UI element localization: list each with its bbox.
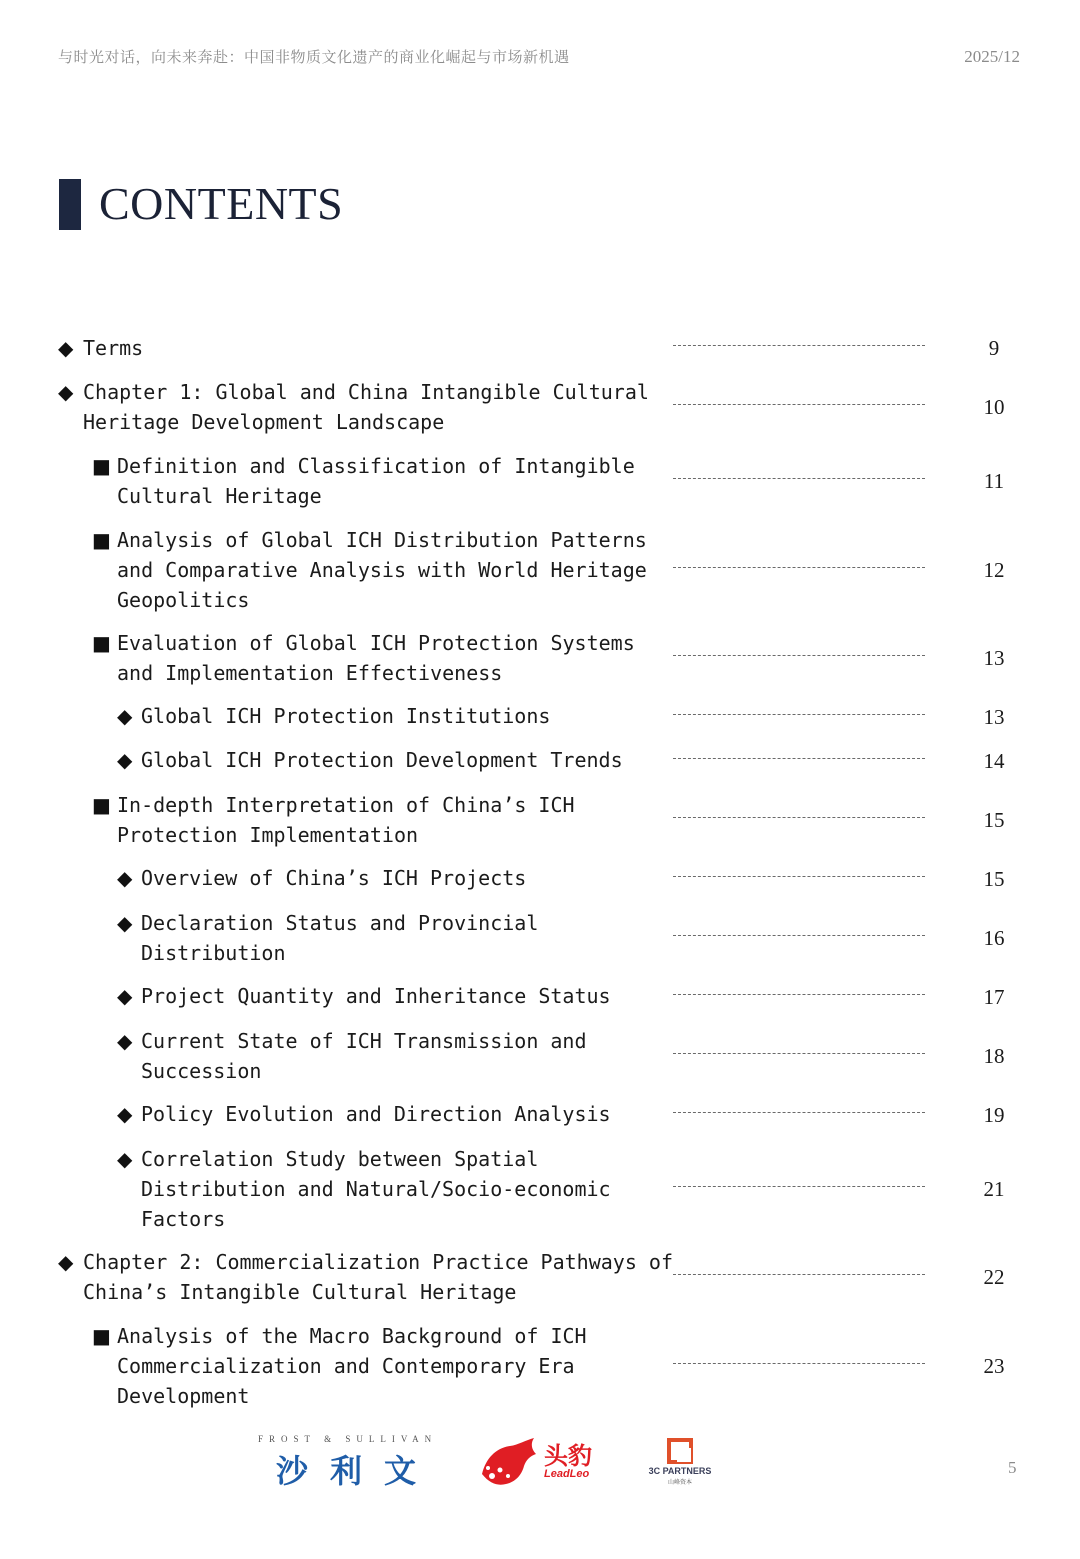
leadleo-logo-cn: 头豹 xyxy=(544,1442,592,1470)
toc-entry-title[interactable]: Declaration Status and Provincial Distribution xyxy=(141,911,539,965)
diamond-bullet-icon: ◆ xyxy=(117,866,133,890)
diamond-bullet-icon: ◆ xyxy=(117,748,133,772)
toc-leader-line xyxy=(673,1112,925,1113)
toc-page-number[interactable]: 14 xyxy=(983,749,1005,773)
frost-sullivan-logo-cn: 沙利文 xyxy=(276,1452,439,1490)
toc-page-number[interactable]: 16 xyxy=(983,926,1005,950)
diamond-bullet-icon: ◆ xyxy=(117,704,133,728)
leopard-icon xyxy=(478,1436,540,1488)
toc-leader-line xyxy=(673,1186,925,1187)
toc-leader-line xyxy=(673,935,925,936)
square-bullet-icon: ■ xyxy=(92,528,111,552)
toc-leader-line xyxy=(673,714,925,715)
toc-page-number[interactable]: 23 xyxy=(983,1354,1005,1378)
diamond-bullet-icon: ◆ xyxy=(58,1250,74,1274)
toc-page-number[interactable]: 19 xyxy=(983,1103,1005,1127)
toc-entry-title[interactable]: Analysis of Global ICH Distribution Patterns and Comparative Analysis with World Heritage Geopolitics xyxy=(117,528,647,612)
diamond-bullet-icon: ◆ xyxy=(117,1029,133,1053)
frost-sullivan-logo xyxy=(258,1434,453,1490)
diamond-bullet-icon: ◆ xyxy=(117,1147,133,1171)
toc-leader-line xyxy=(673,817,925,818)
toc-page-number[interactable]: 17 xyxy=(983,985,1005,1009)
toc-leader-line xyxy=(673,1053,925,1054)
toc-entry-title[interactable]: Chapter 1: Global and China Intangible Cultural Heritage Development Landscape xyxy=(83,380,649,434)
toc-entry-title[interactable]: Overview of China’s ICH Projects xyxy=(141,866,527,890)
toc-entry-title[interactable]: In-depth Interpretation of China’s ICH Protection Implementation xyxy=(117,793,575,847)
toc-leader-line xyxy=(673,478,925,479)
square-bullet-icon: ■ xyxy=(92,454,111,478)
toc-page-number[interactable]: 15 xyxy=(983,867,1005,891)
contents-title-bar xyxy=(59,179,81,230)
3c-partners-mark-icon xyxy=(667,1438,693,1464)
diamond-bullet-icon: ◆ xyxy=(117,911,133,935)
frost-sullivan-logo-en: FROST & SULLIVAN xyxy=(258,1434,438,1444)
toc-leader-line xyxy=(673,345,925,346)
square-bullet-icon: ■ xyxy=(92,793,111,817)
toc-page-number[interactable]: 15 xyxy=(983,808,1005,832)
diamond-bullet-icon: ◆ xyxy=(58,336,74,360)
square-bullet-icon: ■ xyxy=(92,631,111,655)
3c-partners-logo xyxy=(640,1436,720,1488)
toc-entry-title[interactable]: Analysis of the Macro Background of ICH Commercialization and Contemporary Era Development xyxy=(117,1324,587,1408)
toc-entry-title[interactable]: Terms xyxy=(83,336,144,360)
3c-partners-logo-en: 3C PARTNERS xyxy=(648,1466,712,1476)
toc-entry-title[interactable]: Global ICH Protection Development Trends xyxy=(141,748,623,772)
page-number: 5 xyxy=(1008,1458,1017,1477)
toc-leader-line xyxy=(673,758,925,759)
contents-title: CONTENTS xyxy=(99,178,344,229)
toc-leader-line xyxy=(673,567,925,568)
toc-page-number[interactable]: 11 xyxy=(983,469,1005,493)
toc-entry-title[interactable]: Global ICH Protection Institutions xyxy=(141,704,551,728)
toc-entry-title[interactable]: Correlation Study between Spatial Distribution and Natural/Socio-economic Factors xyxy=(141,1147,611,1231)
toc-entry-title[interactable]: Project Quantity and Inheritance Status xyxy=(141,984,611,1008)
toc-entry-title[interactable]: Evaluation of Global ICH Protection Systems and Implementation Effectiveness xyxy=(117,631,635,685)
toc-leader-line xyxy=(673,404,925,405)
toc-leader-line xyxy=(673,655,925,656)
toc-page-number[interactable]: 13 xyxy=(983,705,1005,729)
toc-page-number[interactable]: 9 xyxy=(988,336,1000,360)
diamond-bullet-icon: ◆ xyxy=(117,1102,133,1126)
toc-page-number[interactable]: 22 xyxy=(983,1265,1005,1289)
toc-entry-title[interactable]: Definition and Classification of Intangible Cultural Heritage xyxy=(117,454,635,508)
toc-entry-title[interactable]: Policy Evolution and Direction Analysis xyxy=(141,1102,611,1126)
toc-entry-title[interactable]: Current State of ICH Transmission and Succession xyxy=(141,1029,587,1083)
diamond-bullet-icon: ◆ xyxy=(58,380,74,404)
toc-entry-title[interactable]: Chapter 2: Commercialization Practice Pathways of China’s Intangible Cultural Heritage xyxy=(83,1250,674,1304)
toc-page-number[interactable]: 13 xyxy=(983,646,1005,670)
square-bullet-icon: ■ xyxy=(92,1324,111,1348)
report-title: 与时光对话，向未来奔赴：中国非物质文化遗产的商业化崛起与市场新机遇 xyxy=(58,48,570,66)
leadleo-logo-en: LeadLeo xyxy=(544,1468,590,1480)
toc-page-number[interactable]: 18 xyxy=(983,1044,1005,1068)
toc-leader-line xyxy=(673,1274,925,1275)
toc-page-number[interactable]: 10 xyxy=(983,395,1005,419)
3c-partners-logo-cn: 山峰资本 xyxy=(667,1479,692,1486)
leadleo-logo xyxy=(478,1436,603,1488)
toc-leader-line xyxy=(673,994,925,995)
toc-page-number[interactable]: 12 xyxy=(983,558,1005,582)
toc-page-number[interactable]: 21 xyxy=(983,1177,1005,1201)
toc-leader-line xyxy=(673,1363,925,1364)
partner-logos xyxy=(0,1432,1080,1492)
toc-leader-line xyxy=(673,876,925,877)
report-date: 2025/12 xyxy=(964,47,1020,66)
diamond-bullet-icon: ◆ xyxy=(117,984,133,1008)
